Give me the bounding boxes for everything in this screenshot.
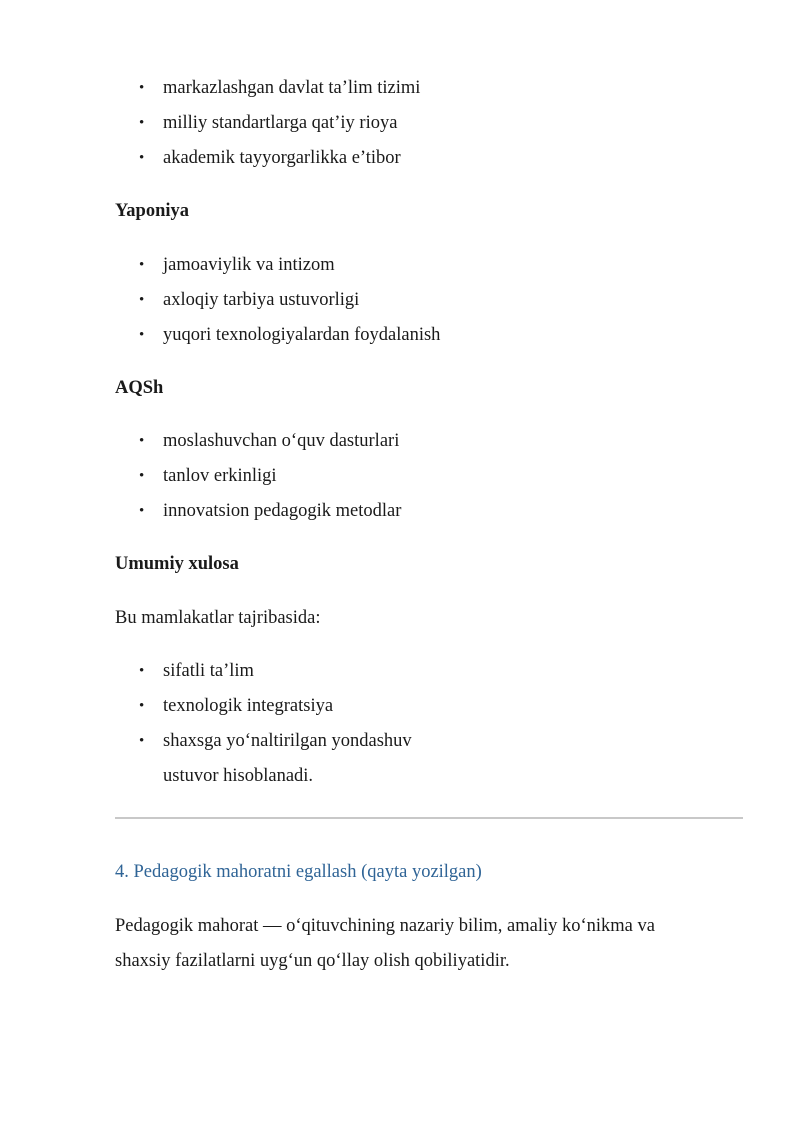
list-item	[115, 724, 412, 759]
list-item	[115, 106, 420, 141]
section-4-paragraph-line-1: Pedagogik mahorat — o‘qituvchining nazariy bilim, amaliy ko‘nikma va	[115, 916, 655, 936]
bullet-list-japan	[115, 248, 440, 353]
list-item-text: moslashuvchan o‘quv dasturlari	[163, 431, 400, 451]
list-item-text: akademik tayyorgarlikka e’tibor	[163, 148, 401, 168]
list-item	[115, 71, 420, 106]
bullet-icon: •	[139, 292, 145, 308]
bullet-icon: •	[139, 257, 145, 273]
list-item-text: yuqori texnologiyalardan foydalanish	[163, 325, 441, 345]
list-item-text: jamoaviylik va intizom	[163, 255, 335, 275]
list-item	[115, 689, 412, 724]
list-item	[115, 318, 440, 353]
bullet-list-summary	[115, 654, 412, 759]
list-continuation: ustuvor hisoblanadi.	[163, 766, 314, 786]
list-item	[115, 494, 401, 529]
list-item	[115, 141, 420, 176]
section-4-paragraph-line-2: shaxsiy fazilatlarni uyg‘un qo‘llay olish qobiliyatidir.	[115, 951, 510, 971]
list-item-text: tanlov erkinligi	[163, 466, 277, 486]
list-item	[115, 283, 440, 318]
bullet-icon: •	[139, 115, 145, 131]
list-item-text: texnologik integratsiya	[163, 696, 334, 716]
list-item-text: shaxsga yo‘naltirilgan yondashuv	[163, 731, 412, 751]
list-item	[115, 654, 412, 689]
list-item	[115, 424, 401, 459]
list-item-text: milliy standartlarga qat’iy rioya	[163, 113, 398, 133]
bullet-icon: •	[139, 468, 145, 484]
bullet-icon: •	[139, 698, 145, 714]
horizontal-divider	[115, 817, 743, 819]
summary-intro: Bu mamlakatlar tajribasida:	[115, 608, 321, 628]
section-4-heading: 4. Pedagogik mahoratni egallash (qayta yozilgan)	[115, 862, 482, 882]
bullet-icon: •	[139, 663, 145, 679]
list-item-text: markazlashgan davlat ta’lim tizimi	[163, 78, 421, 98]
bullet-list-usa	[115, 424, 401, 529]
list-item-text: innovatsion pedagogik metodlar	[163, 501, 402, 521]
heading-japan: Yaponiya	[115, 201, 190, 221]
list-item	[115, 248, 440, 283]
bullet-icon: •	[139, 80, 145, 96]
list-item-text: sifatli ta’lim	[163, 661, 254, 681]
heading-summary: Umumiy xulosa	[115, 554, 239, 574]
heading-usa: AQSh	[115, 378, 164, 398]
list-item-text: axloqiy tarbiya ustuvorligi	[163, 290, 360, 310]
bullet-icon: •	[139, 733, 145, 749]
list-item	[115, 459, 401, 494]
bullet-list-centralized	[115, 71, 420, 176]
bullet-icon: •	[139, 433, 145, 449]
bullet-icon: •	[139, 150, 145, 166]
bullet-icon: •	[139, 503, 145, 519]
bullet-icon: •	[139, 327, 145, 343]
